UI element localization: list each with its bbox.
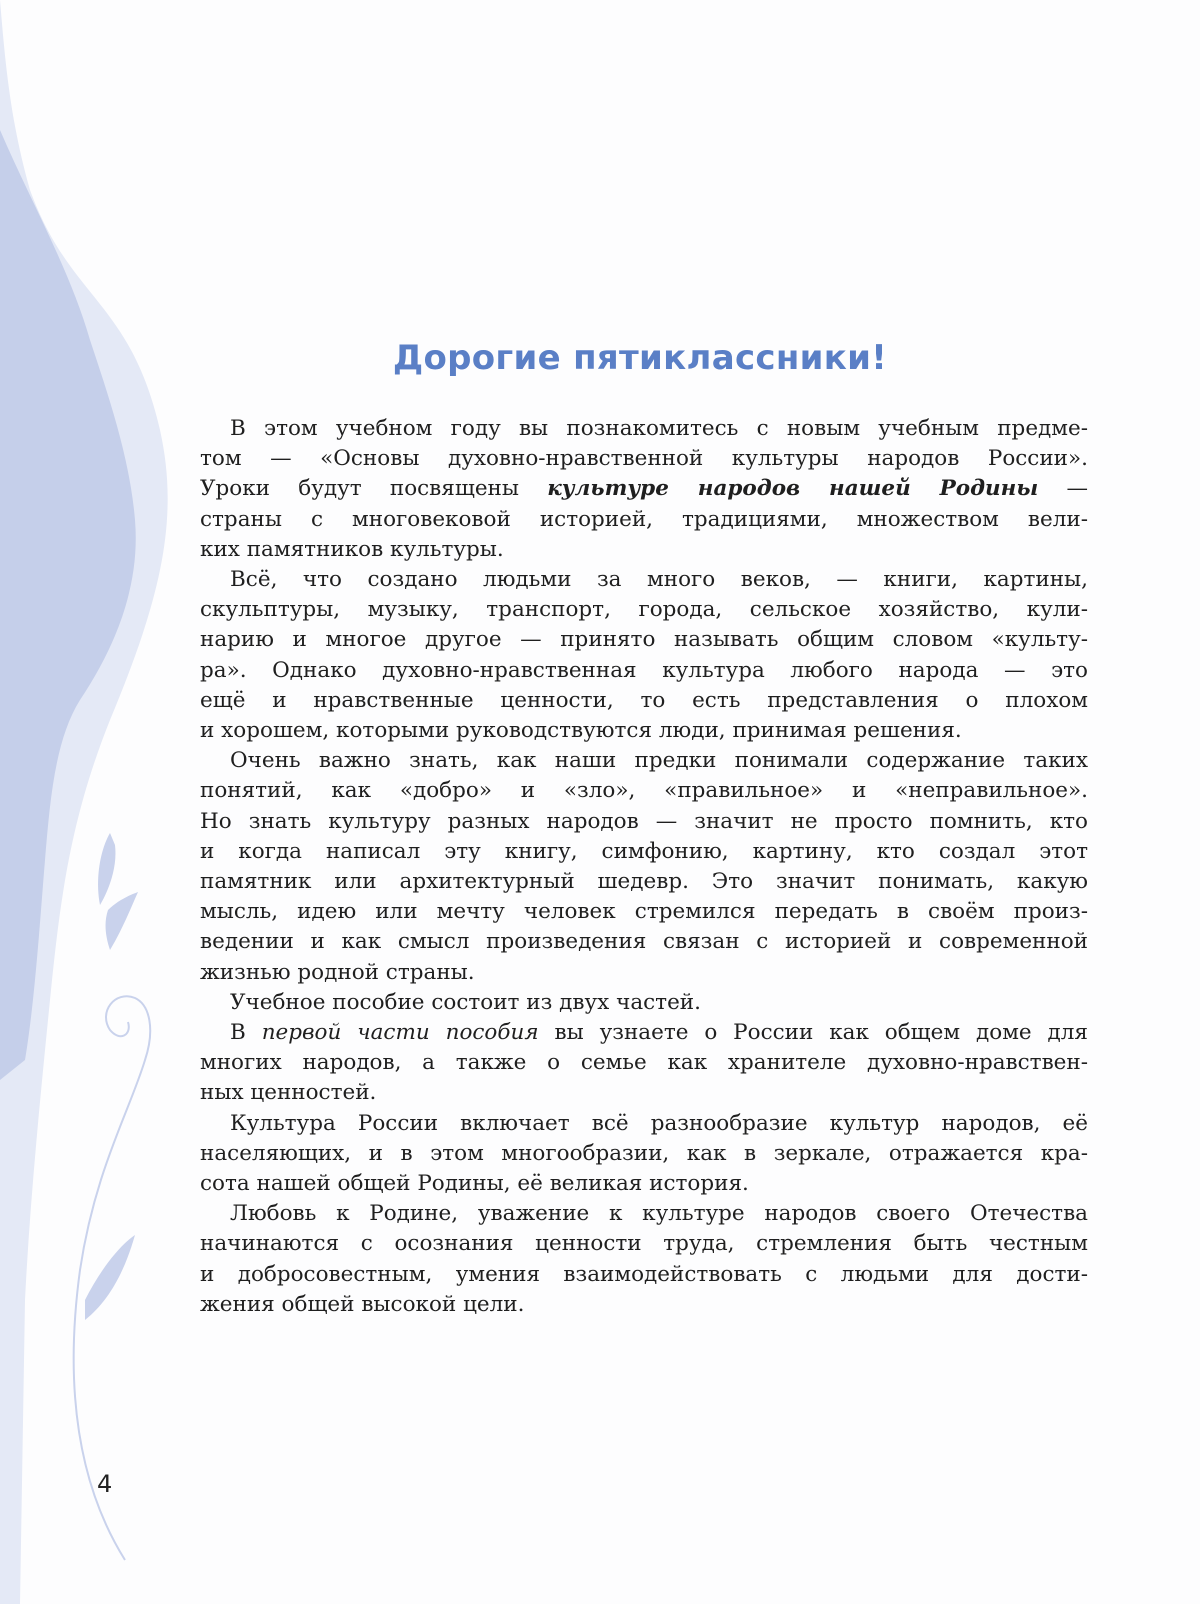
text-line: Учебное пособие состоит из двух частей.: [230, 989, 701, 1015]
text-line: ещё и нравственные ценности, то есть представления о плохом: [200, 687, 1088, 713]
text-run: —: [1038, 476, 1088, 502]
text-line: мысль, идею или мечту человек стремился передать в своём произ-: [200, 899, 1088, 925]
text-line: Всё, что создано людьми за много веков, — книги, картины,: [230, 567, 1088, 593]
text-line: населяющих, и в этом многообразии, как в зеркале, отражается кра-: [200, 1140, 1088, 1166]
leaf-icon: [106, 892, 138, 950]
paragraph: [200, 1109, 1088, 1200]
paragraph: [200, 1018, 1088, 1109]
body-text: [200, 414, 1088, 1320]
text-run: вы узнаете о России как общем доме для: [538, 1020, 1088, 1046]
text-line: нарию и многое другое — принято называть общим словом «культу-: [200, 627, 1088, 653]
leaf-icon: [85, 1235, 135, 1320]
paragraph: [200, 414, 1088, 565]
text-line: Но знать культуру разных народов — значит не просто помнить, кто: [200, 808, 1088, 834]
text-line: жения общей высокой цели.: [200, 1291, 525, 1317]
text-line: ра». Однако духовно-нравственная культура любого народа — это: [200, 657, 1088, 683]
paragraph: [200, 988, 1088, 1018]
text-line: сота нашей общей Родины, её великая история.: [200, 1171, 749, 1197]
text-line: [200, 1018, 1088, 1048]
emphasis-italic: первой части пособия: [261, 1020, 539, 1046]
text-line: и когда написал эту книгу, симфонию, картину, кто создал этот: [200, 838, 1088, 864]
page-number: 4: [97, 1470, 113, 1498]
paragraph: [200, 1199, 1088, 1320]
text-line: страны с многовековой историей, традициями, множеством вели-: [200, 506, 1088, 532]
text-line: многих народов, а также о семье как хранителе духовно-нравствен-: [200, 1050, 1088, 1076]
leaf-icon: [98, 833, 115, 905]
text-line: понятий, как «добро» и «зло», «правильное» и «неправильное».: [200, 778, 1088, 804]
text-line: начинаются с осознания ценности труда, стремления быть честным: [200, 1231, 1088, 1257]
text-line: ведении и как смысл произведения связан с историей и современной: [200, 929, 1088, 955]
text-line: ких памятников культуры.: [200, 536, 504, 562]
text-line: Очень важно знать, как наши предки понимали содержание таких: [230, 748, 1088, 774]
text-line: жизнью родной страны.: [200, 959, 475, 985]
text-line: скульптуры, музыку, транспорт, города, сельское хозяйство, кули-: [200, 597, 1088, 623]
text-line: [200, 474, 1088, 504]
text-line: ных ценностей.: [200, 1080, 377, 1106]
text-line: и добросовестным, умения взаимодействовать с людьми для дости-: [200, 1261, 1088, 1287]
text-line: памятник или архитектурный шедевр. Это значит понимать, какую: [200, 869, 1088, 895]
page-title: Дорогие пятиклассники!: [392, 338, 888, 378]
text-line: В этом учебном году вы познакомитесь с новым учебным предме-: [230, 416, 1088, 441]
text-line: и хорошем, которыми руководствуются люди, принимая решения.: [200, 718, 962, 744]
text-run: Уроки будут посвящены: [200, 476, 548, 502]
paragraph: [200, 746, 1088, 988]
paragraph: [200, 565, 1088, 746]
text-line: Культура России включает всё разнообразие культур народов, её: [230, 1110, 1088, 1136]
text-line: том — «Основы духовно-нравственной культуры народов России».: [200, 446, 1088, 472]
text-run: В: [230, 1020, 262, 1046]
text-line: Любовь к Родине, уважение к культуре народов своего Отечества: [230, 1201, 1088, 1227]
emphasis-bold-italic: культуре народов нашей Родины: [547, 476, 1039, 502]
